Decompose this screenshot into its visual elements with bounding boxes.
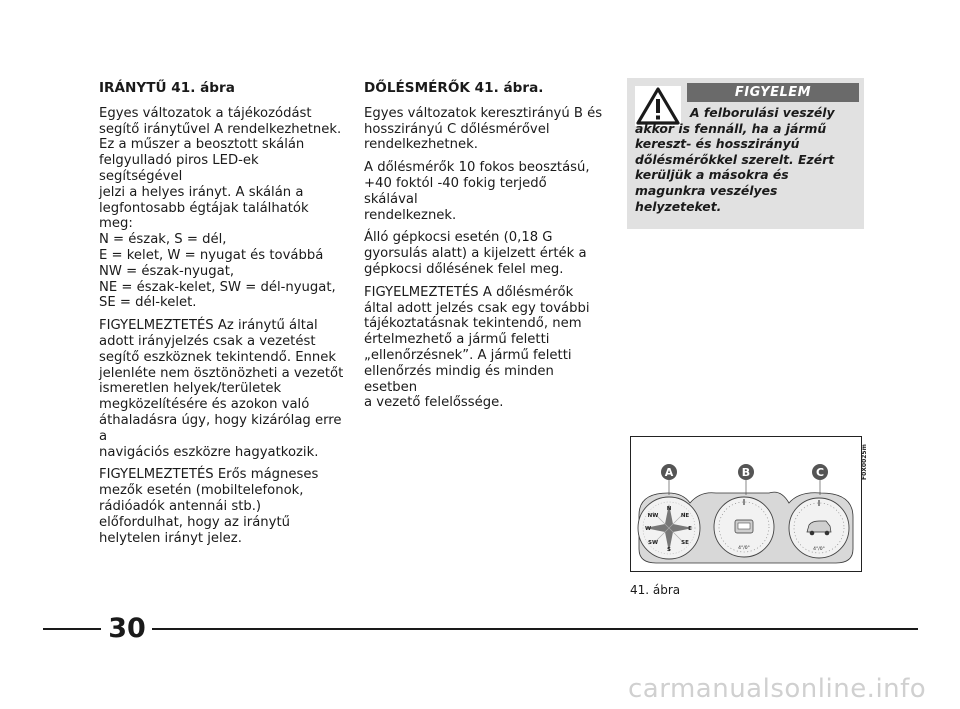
svg-text:W: W [644, 526, 652, 532]
footer-rule-right [152, 628, 918, 630]
inclinometer-warning-paragraph: FIGYELMEZTETÉS A dőlésmérők által adott jelzés csak egy további tájékoztatásnak tekintendő, nem értelmezhető a jármű feletti „ellenőrzésnek”. A jármű feletti ellenőrzés mindig és minden esetben a vezető felelőssége. [364, 284, 590, 411]
svg-text:N: N [666, 506, 672, 512]
inclinometer-paragraph-2: A dőlésmérők 10 fokos beosztású, +40 foktól -40 fokig terjedő skálával rendelkeznek. [364, 160, 590, 223]
label-c-badge [812, 464, 828, 480]
svg-text:C: C [815, 466, 825, 479]
svg-text:SE: SE [681, 540, 689, 546]
inclinometer-paragraph-3: Álló gépkocsi esetén (0,18 G gyorsulás alatt) a kijelzett érték a gépkocsi dőlésének felel meg. [364, 230, 587, 277]
transverse-inclinometer-dial [714, 497, 774, 557]
longitudinal-inclinometer-dial [789, 498, 849, 558]
compass-warning-paragraph-2: FIGYELMEZTETÉS Erős mágneses mezők esetén (mobiltelefonok, rádióadók antennái stb.) előfordulhat, hogy az iránytű helytelen irányt jelez. [99, 467, 319, 546]
figure-41 [630, 436, 862, 572]
footer-rule-left [43, 628, 101, 630]
inclinometer-section [364, 81, 604, 418]
svg-text:NW: NW [647, 513, 659, 519]
site-watermark: carmanualsonline.info [628, 674, 927, 704]
label-a-badge [661, 464, 677, 480]
warning-text: A felborulási veszély akkor is fennáll, ha a jármű kereszt- és hosszirányú dőlésmérőkkel szerelt. Ezért kerüljük a másokra és magunkra veszélyes helyzeteket. [635, 105, 835, 214]
label-b-badge [738, 464, 754, 480]
svg-text:A: A [664, 466, 674, 479]
inclinometer-heading: DŐLÉSMÉRŐK 41. ábra. [364, 80, 544, 96]
svg-text:B: B [741, 466, 751, 479]
svg-text:SW: SW [647, 540, 659, 546]
compass-dial [638, 497, 700, 559]
warning-title: FIGYELEM [687, 83, 859, 102]
compass-paragraph-1: Egyes változatok a tájékozódást segítő iránytűvel A rendelkezhetnek. Ez a műszer a beosztott skálán felgyulladó piros LED-ek segítségével jelzi a helyes irányt. A skálán a legfontosabb égtájak találhatók meg: N = észak, S = dél, E = kelet, W = nyugat és továbbá NW = észak-nyugat, NE = észak-kelet, SW = dél-nyugat, SE = dél-kelet. [99, 105, 342, 311]
warning-box [627, 78, 864, 229]
dashboard-gauges-illustration [631, 437, 861, 571]
compass-section [99, 81, 345, 553]
svg-text:S: S [667, 547, 671, 553]
svg-text:NE: NE [680, 513, 690, 519]
figure-code: F0X0025m [861, 444, 868, 480]
figure-caption: 41. ábra [630, 583, 681, 597]
svg-text:E: E [688, 526, 692, 532]
page-number: 30 [108, 613, 146, 644]
svg-text:4°/0°: 4°/0° [738, 546, 750, 551]
svg-text:4°/0°: 4°/0° [813, 547, 825, 552]
inclinometer-paragraph-1: Egyes változatok keresztirányú B és hosszirányú C dőlésmérővel rendelkezhetnek. [364, 105, 603, 153]
compass-warning-paragraph-1: FIGYELMEZTETÉS Az iránytű által adott irányjelzés csak a vezetést segítő eszköznek tekintendő. Ennek jelenléte nem ösztönözheti a vezetőt ismeretlen helyek/területek megközelítésére és azokon való áthaladásra úgy, hogy kizárólag erre a navigációs eszközre hagyatkozik. [99, 318, 344, 460]
compass-heading: IRÁNYTŰ 41. ábra [99, 80, 235, 96]
